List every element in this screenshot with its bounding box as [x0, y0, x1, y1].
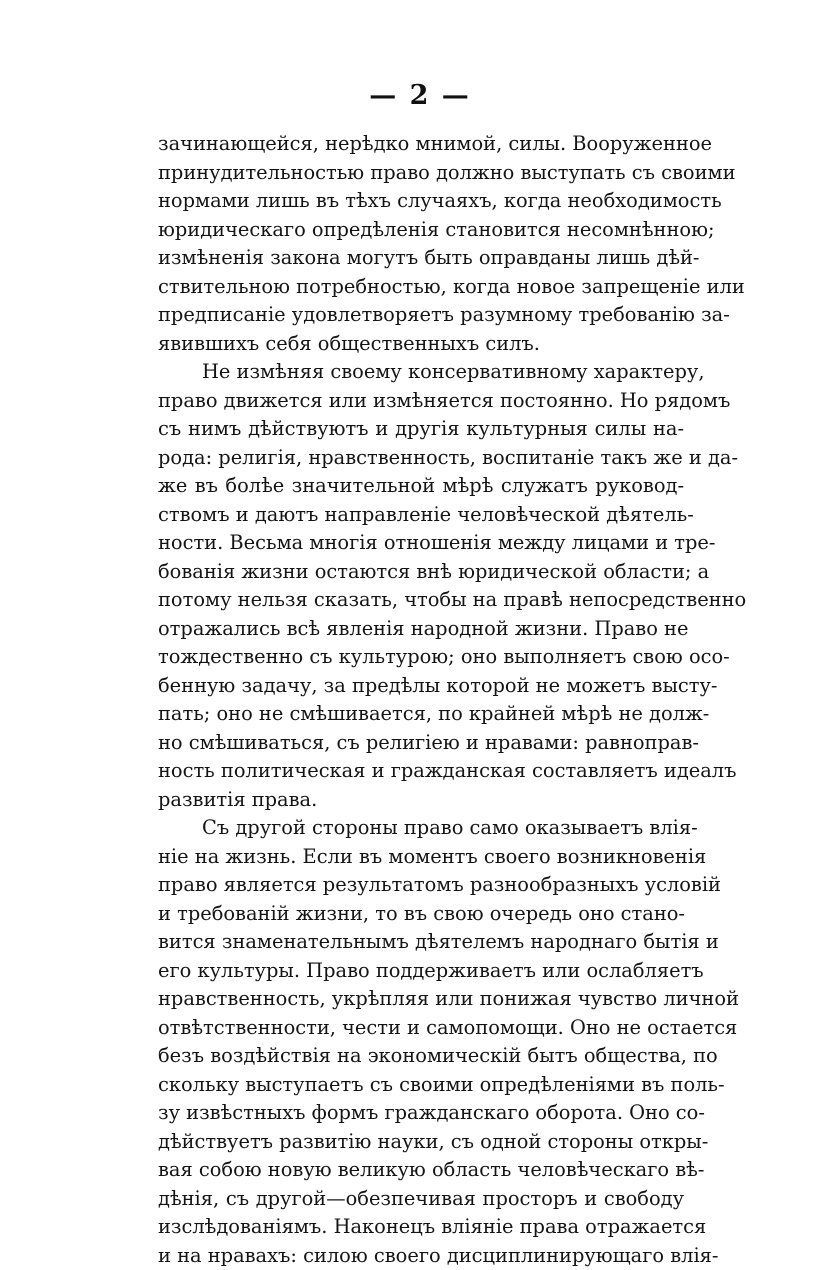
paragraph — [158, 130, 684, 358]
text-line: ніе на жизнь. Если въ моментъ своего возникновенія — [158, 843, 684, 872]
text-line: отражались всѣ явленія народной жизни. Право не — [158, 615, 684, 644]
text-line: пать; оно не смѣшивается, по крайней мѣрѣ не долж- — [158, 700, 684, 729]
text-line: но смѣшиваться, съ религіею и нравами: равноправ- — [158, 729, 684, 758]
text-line: нормами лишь въ тѣхъ случаяхъ, когда необходимость — [158, 187, 684, 216]
text-line: Съ другой стороны право само оказываетъ влія- — [158, 814, 684, 843]
text-line: съ нимъ дѣйствуютъ и другія культурныя силы на- — [158, 415, 684, 444]
text-line: безъ воздѣйствія на экономическій бытъ общества, по — [158, 1042, 684, 1071]
page-number: — 2 — — [0, 80, 840, 111]
text-line: бованія жизни остаются внѣ юридической области; а — [158, 558, 684, 587]
text-line: ствительною потребностью, когда новое запрещеніе или — [158, 273, 684, 302]
text-line: ности. Весьма многія отношенія между лицами и тре- — [158, 529, 684, 558]
text-line: потому нельзя сказать, чтобы на правѣ непосредственно — [158, 586, 684, 615]
text-line: отвѣтственности, чести и самопомощи. Оно не остается — [158, 1014, 684, 1043]
text-line: нравственность, укрѣпляя или понижая чувство личной — [158, 985, 684, 1014]
text-line: зу извѣстныхъ формъ гражданскаго оборота. Оно со- — [158, 1099, 684, 1128]
text-line: Не измѣняя своему консервативному характеру, — [158, 358, 684, 387]
text-line: развитія права. — [158, 786, 684, 815]
text-line: предписаніе удовлетворяетъ разумному требованію за- — [158, 301, 684, 330]
text-line: явившихъ себя общественныхъ силъ. — [158, 330, 684, 359]
text-line: тождественно съ культурою; оно выполняетъ свою осо- — [158, 643, 684, 672]
text-line: его культуры. Право поддерживаетъ или ослабляетъ — [158, 957, 684, 986]
text-line: скольку выступаетъ съ своими опредѣленіями въ поль- — [158, 1071, 684, 1100]
text-line: юридическаго опредѣленія становится несомнѣнною; — [158, 216, 684, 245]
text-line: измѣненія закона могутъ быть оправданы лишь дѣй- — [158, 244, 684, 273]
text-line: изслѣдованіямъ. Наконецъ вліяніе права отражается — [158, 1213, 684, 1242]
text-line: же въ болѣе значительной мѣрѣ служатъ руковод- — [158, 472, 684, 501]
text-line: бенную задачу, за предѣлы которой не можетъ высту- — [158, 672, 684, 701]
text-line: право движется или измѣняется постоянно. Но рядомъ — [158, 387, 684, 416]
text-line: ствомъ и даютъ направленіе человѣческой дѣятель- — [158, 501, 684, 530]
body-text — [158, 130, 684, 1270]
text-line: дѣйствуетъ развитію науки, съ одной стороны откры- — [158, 1128, 684, 1157]
text-line: и требованій жизни, то въ свою очередь оно стано- — [158, 900, 684, 929]
text-line: право является результатомъ разнообразныхъ условій — [158, 871, 684, 900]
text-line: вая собою новую великую область человѣческаго вѣ- — [158, 1156, 684, 1185]
paragraph — [158, 814, 684, 1270]
paragraph — [158, 358, 684, 814]
text-line: вится знаменательнымъ дѣятелемъ народнаго бытія и — [158, 928, 684, 957]
text-line: зачинающейся, нерѣдко мнимой, силы. Вооруженное — [158, 130, 684, 159]
text-line: рода: религія, нравственность, воспитаніе такъ же и да- — [158, 444, 684, 473]
text-line: принудительностью право должно выступать съ своими — [158, 159, 684, 188]
text-line: ность политическая и гражданская составляетъ идеалъ — [158, 757, 684, 786]
text-line: дѣнія, съ другой—обезпечивая просторъ и свободу — [158, 1185, 684, 1214]
text-line: и на нравахъ: силою своего дисциплинирующаго влія- — [158, 1242, 684, 1270]
